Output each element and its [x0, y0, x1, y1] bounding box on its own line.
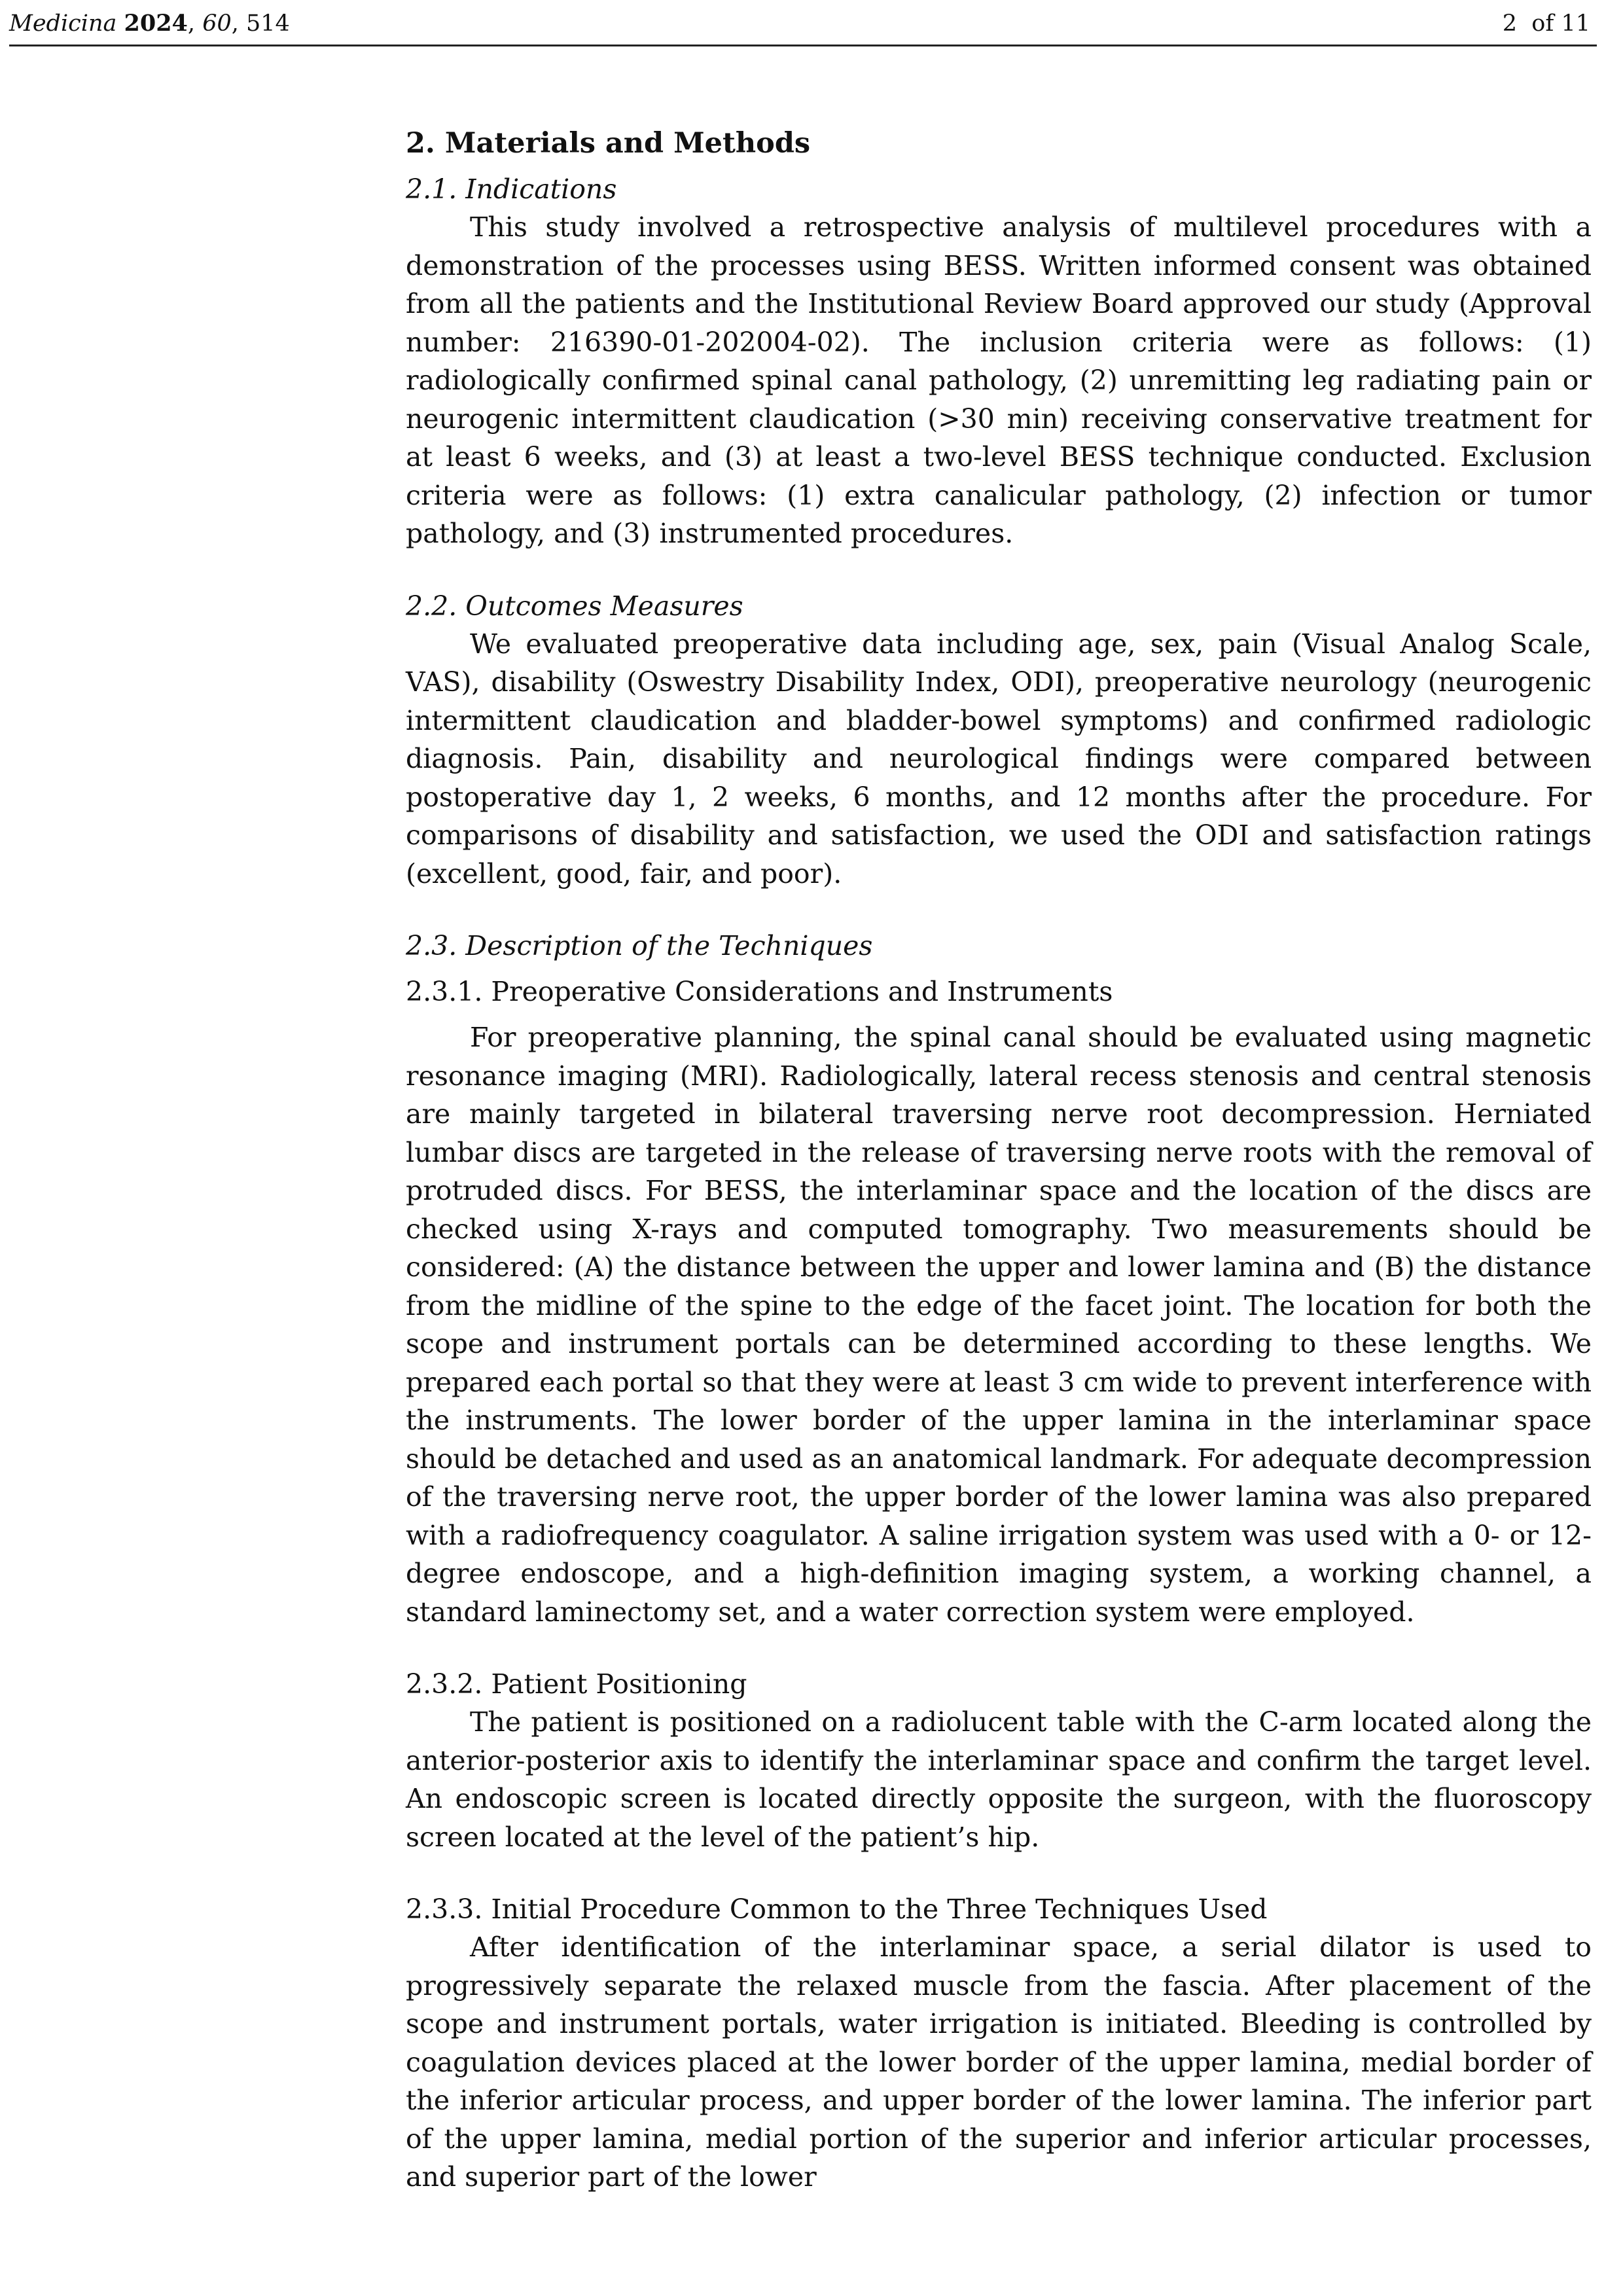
article-number: 514 [246, 10, 290, 37]
paragraph-outcomes: We evaluated preoperative data including age, sex, pain (Visual Analog Scale, VAS), disability (Oswestry Disability Index, ODI), preoperative neurology (neurogenic intermittent claudication and bladder-bowel symptoms) and confirmed radiologic diagnosis. Pain, disability and neurological findings were compared between postoperative day 1, 2 weeks, 6 months, and 12 months after the procedure. For comparisons of disability and satisfaction, we used the ODI and satisfaction ratings (excellent, good, fair, and poor). [406, 628, 1592, 889]
paragraph-preoperative: For preoperative planning, the spinal canal should be evaluated using magnetic resonance imaging (MRI). Radiologically, lateral recess stenosis and central stenosis are mainly targeted in bilateral traversing nerve root decompression. Herniated lumbar discs are targeted in the release of traversing nerve roots with the removal of protruded discs. For BESS, the interlaminar space and the location of the discs are checked using X-rays and computed tomography. Two measurements should be considered: (A) the distance between the upper and lower lamina and (B) the distance from the midline of the spine to the edge of the facet joint. The location for both the scope and instrument portals can be determined according to these lengths. We prepared each portal so that they were at least 3 cm wide to prevent interference with the instruments. The lower border of the upper lamina in the interlaminar space should be detached and used as an anatomical landmark. For adequate decompression of the traversing nerve root, the upper border of the lower lamina was also prepared with a radiofrequency coagulator. A saline irrigation system was used with a 0- or 12-degree endoscope, and a high-definition imaging system, a working channel, a standard laminectomy set, and a water correction system were employed. [406, 1022, 1592, 1628]
journal-citation: Medicina 2024, 60, 514 [9, 10, 290, 37]
subsection-heading-outcomes: 2.2. Outcomes Measures [406, 590, 743, 622]
total-pages: 11 [1561, 10, 1590, 37]
subsubsection-heading-preoperative: 2.3.1. Preoperative Considerations and Instruments [406, 976, 1113, 1007]
paragraph-positioning: The patient is positioned on a radiolucent table with the C-arm located along the anterior-posterior axis to identify the interlaminar space and confirm the target level. An endoscopic screen is located directly opposite the surgeon, with the fluoroscopy screen located at the level of the patient’s hip. [406, 1706, 1592, 1853]
subsection-heading-indications: 2.1. Indications [406, 173, 617, 205]
journal-name: Medicina [9, 10, 117, 37]
journal-volume: 60 [202, 10, 232, 37]
current-page: 2 [1502, 10, 1518, 37]
page-of: of [1531, 10, 1554, 37]
paragraph-indications: This study involved a retrospective analysis of multilevel procedures with a demonstration of the processes using BESS. Written informed consent was obtained from all the patients and the Institutional Review Board approved our study (Approval number: 216390-01-202004-02). The inclusion criteria were as follows: (1) radiologically confirmed spinal canal pathology, (2) unremitting leg radiating pain or neurogenic intermittent claudication (>30 min) receiving conservative treatment for at least 6 weeks, and (3) at least a two-level BESS technique conducted. Exclusion criteria were as follows: (1) extra canalicular pathology, (2) infection or tumor pathology, and (3) instrumented procedures. [406, 211, 1592, 549]
running-header [9, 7, 1597, 46]
journal-year: 2024 [124, 10, 188, 37]
page-number [1503, 7, 1590, 41]
subsubsection-heading-initial-procedure: 2.3.3. Initial Procedure Common to the Three Techniques Used [406, 1893, 1268, 1925]
paragraph-initial-procedure: After identification of the interlaminar space, a serial dilator is used to progressively separate the relaxed muscle from the fascia. After placement of the scope and instrument portals, water irrigation is initiated. Bleeding is controlled by coagulation devices placed at the lower border of the upper lamina, medial border of the inferior articular process, and upper border of the lower lamina. The inferior part of the upper lamina, medial portion of the superior and inferior articular processes, and superior part of the lower [406, 1931, 1592, 2193]
article-body [406, 124, 1592, 2197]
subsubsection-heading-positioning: 2.3.2. Patient Positioning [406, 1668, 747, 1700]
section-heading-materials-methods: 2. Materials and Methods [406, 127, 811, 160]
subsection-heading-techniques: 2.3. Description of the Techniques [406, 930, 873, 961]
